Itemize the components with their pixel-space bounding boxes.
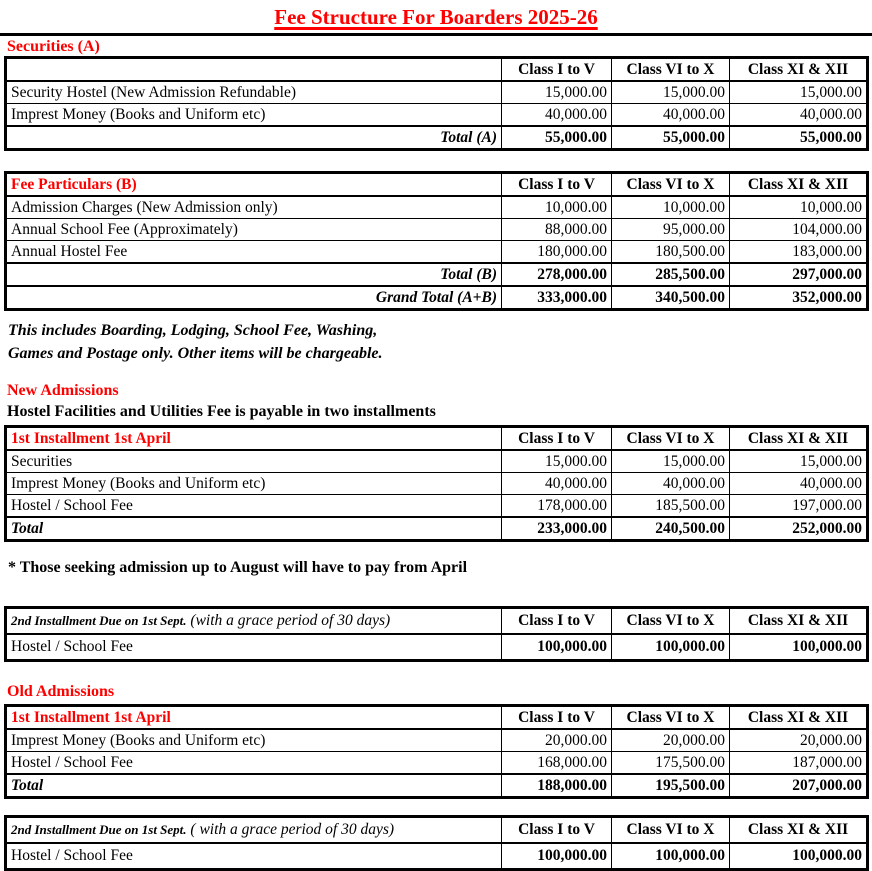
table-row	[6, 495, 868, 518]
section-heading-fee-particulars: Fee Particulars (B)	[6, 173, 502, 197]
total-amount-cell: 233,000.00	[502, 517, 612, 541]
table-header-row	[6, 58, 868, 82]
amount-cell: 10,000.00	[502, 196, 612, 219]
total-amount-cell: 252,000.00	[730, 517, 868, 541]
row-label: Imprest Money (Books and Uniform etc)	[6, 473, 502, 495]
amount-cell: 180,500.00	[612, 241, 730, 264]
total-amount-cell: 240,500.00	[612, 517, 730, 541]
amount-cell: 20,000.00	[612, 729, 730, 752]
col-header-class-1-5: Class I to V	[502, 608, 612, 635]
amount-cell: 197,000.00	[730, 495, 868, 518]
amount-cell: 185,500.00	[612, 495, 730, 518]
col-header-class-6-10: Class VI to X	[612, 58, 730, 82]
col-header-class-11-12: Class XI & XII	[730, 817, 868, 844]
total-amount-cell: 195,500.00	[612, 774, 730, 798]
total-label: Total (B)	[6, 263, 502, 286]
grand-total-label: Grand Total (A+B)	[6, 286, 502, 310]
total-row	[6, 263, 868, 286]
row-label: Imprest Money (Books and Uniform etc)	[6, 104, 502, 127]
securities-table	[4, 56, 869, 151]
section-heading-new-admissions: New Admissions	[7, 382, 119, 399]
inclusions-note-line-1: This includes Boarding, Lodging, School Fee, Washing,	[8, 322, 378, 339]
col-header-class-1-5: Class I to V	[502, 58, 612, 82]
amount-cell: 20,000.00	[502, 729, 612, 752]
amount-cell: 15,000.00	[612, 450, 730, 473]
amount-cell: 40,000.00	[730, 473, 868, 495]
amount-cell: 187,000.00	[730, 752, 868, 775]
amount-cell: 100,000.00	[730, 634, 868, 661]
col-header-class-11-12: Class XI & XII	[730, 173, 868, 197]
table-header-row	[6, 817, 868, 844]
total-amount-cell: 55,000.00	[612, 126, 730, 150]
amount-cell: 100,000.00	[730, 843, 868, 870]
amount-cell: 40,000.00	[730, 104, 868, 127]
new-admissions-second-installment-table	[4, 606, 869, 662]
total-amount-cell: 55,000.00	[502, 126, 612, 150]
col-header-class-6-10: Class VI to X	[612, 817, 730, 844]
first-installment-heading: 1st Installment 1st April	[6, 706, 502, 730]
amount-cell: 20,000.00	[730, 729, 868, 752]
fee-particulars-table	[4, 171, 869, 311]
table-row	[6, 196, 868, 219]
row-label: Annual School Fee (Approximately)	[6, 219, 502, 241]
table-row	[6, 634, 868, 661]
amount-cell: 180,000.00	[502, 241, 612, 264]
amount-cell: 15,000.00	[502, 450, 612, 473]
amount-cell: 10,000.00	[612, 196, 730, 219]
col-header-class-11-12: Class XI & XII	[730, 706, 868, 730]
second-installment-heading-grace: (with a grace period of 30 days)	[186, 612, 391, 629]
col-header-class-1-5: Class I to V	[502, 427, 612, 451]
row-label: Imprest Money (Books and Uniform etc)	[6, 729, 502, 752]
installments-subheading: Hostel Facilities and Utilities Fee is payable in two installments	[7, 403, 436, 420]
col-header-class-6-10: Class VI to X	[612, 427, 730, 451]
grand-total-row	[6, 286, 868, 310]
table-header-row	[6, 706, 868, 730]
grand-total-amount-cell: 352,000.00	[730, 286, 868, 310]
row-label: Hostel / School Fee	[6, 634, 502, 661]
row-label: Security Hostel (New Admission Refundable)	[6, 81, 502, 104]
amount-cell: 178,000.00	[502, 495, 612, 518]
table-header-row	[6, 173, 868, 197]
total-row	[6, 517, 868, 541]
second-installment-heading	[6, 608, 502, 635]
amount-cell: 15,000.00	[502, 81, 612, 104]
inclusions-note	[8, 319, 872, 365]
total-label: Total	[6, 774, 502, 798]
amount-cell: 40,000.00	[612, 104, 730, 127]
total-row	[6, 126, 868, 150]
row-label: Hostel / School Fee	[6, 752, 502, 775]
amount-cell: 100,000.00	[502, 634, 612, 661]
amount-cell: 95,000.00	[612, 219, 730, 241]
col-header-class-1-5: Class I to V	[502, 173, 612, 197]
table-row	[6, 241, 868, 264]
amount-cell: 100,000.00	[502, 843, 612, 870]
total-amount-cell: 278,000.00	[502, 263, 612, 286]
table-row	[6, 450, 868, 473]
second-installment-heading-main: 2nd Installment Due on 1st Sept.	[11, 613, 187, 628]
col-header-class-1-5: Class I to V	[502, 706, 612, 730]
total-amount-cell: 285,500.00	[612, 263, 730, 286]
new-admissions-first-installment-table	[4, 425, 869, 542]
total-amount-cell: 55,000.00	[730, 126, 868, 150]
amount-cell: 10,000.00	[730, 196, 868, 219]
first-installment-heading: 1st Installment 1st April	[6, 427, 502, 451]
section-heading-securities: Securities (A)	[7, 38, 100, 55]
table-row	[6, 219, 868, 241]
amount-cell: 100,000.00	[612, 634, 730, 661]
col-header-class-6-10: Class VI to X	[612, 608, 730, 635]
col-header-class-11-12: Class XI & XII	[730, 58, 868, 82]
row-label: Admission Charges (New Admission only)	[6, 196, 502, 219]
amount-cell: 183,000.00	[730, 241, 868, 264]
total-label: Total	[6, 517, 502, 541]
amount-cell: 168,000.00	[502, 752, 612, 775]
row-label: Annual Hostel Fee	[6, 241, 502, 264]
amount-cell: 15,000.00	[730, 81, 868, 104]
total-amount-cell: 207,000.00	[730, 774, 868, 798]
table-row	[6, 81, 868, 104]
amount-cell: 15,000.00	[730, 450, 868, 473]
table-header-row	[6, 427, 868, 451]
april-admission-note: * Those seeking admission up to August will have to pay from April	[8, 559, 468, 576]
col-header-class-6-10: Class VI to X	[612, 706, 730, 730]
total-amount-cell: 188,000.00	[502, 774, 612, 798]
grand-total-amount-cell: 333,000.00	[502, 286, 612, 310]
second-installment-heading-main: 2nd Installment Due on 1st Sept.	[11, 822, 187, 837]
row-label: Hostel / School Fee	[6, 495, 502, 518]
old-admissions-second-installment-table	[4, 815, 869, 871]
empty-header-cell	[6, 58, 502, 82]
grand-total-amount-cell: 340,500.00	[612, 286, 730, 310]
col-header-class-11-12: Class XI & XII	[730, 427, 868, 451]
row-label: Securities	[6, 450, 502, 473]
amount-cell: 88,000.00	[502, 219, 612, 241]
amount-cell: 104,000.00	[730, 219, 868, 241]
col-header-class-11-12: Class XI & XII	[730, 608, 868, 635]
table-row	[6, 729, 868, 752]
amount-cell: 40,000.00	[612, 473, 730, 495]
fee-structure-document	[0, 5, 872, 871]
col-header-class-6-10: Class VI to X	[612, 173, 730, 197]
old-admissions-first-installment-table	[4, 704, 869, 799]
table-row	[6, 104, 868, 127]
table-row	[6, 843, 868, 870]
amount-cell: 100,000.00	[612, 843, 730, 870]
amount-cell: 175,500.00	[612, 752, 730, 775]
second-installment-heading	[6, 817, 502, 844]
table-header-row	[6, 608, 868, 635]
total-amount-cell: 297,000.00	[730, 263, 868, 286]
col-header-class-1-5: Class I to V	[502, 817, 612, 844]
amount-cell: 15,000.00	[612, 81, 730, 104]
second-installment-heading-grace: ( with a grace period of 30 days)	[186, 821, 395, 838]
table-row	[6, 752, 868, 775]
amount-cell: 40,000.00	[502, 104, 612, 127]
row-label: Hostel / School Fee	[6, 843, 502, 870]
section-heading-old-admissions: Old Admissions	[7, 683, 115, 700]
page-title: Fee Structure For Boarders 2025-26	[274, 5, 598, 29]
table-row	[6, 473, 868, 495]
total-row	[6, 774, 868, 798]
total-label: Total (A)	[6, 126, 502, 150]
inclusions-note-line-2: Games and Postage only. Other items will be chargeable.	[8, 345, 383, 362]
amount-cell: 40,000.00	[502, 473, 612, 495]
